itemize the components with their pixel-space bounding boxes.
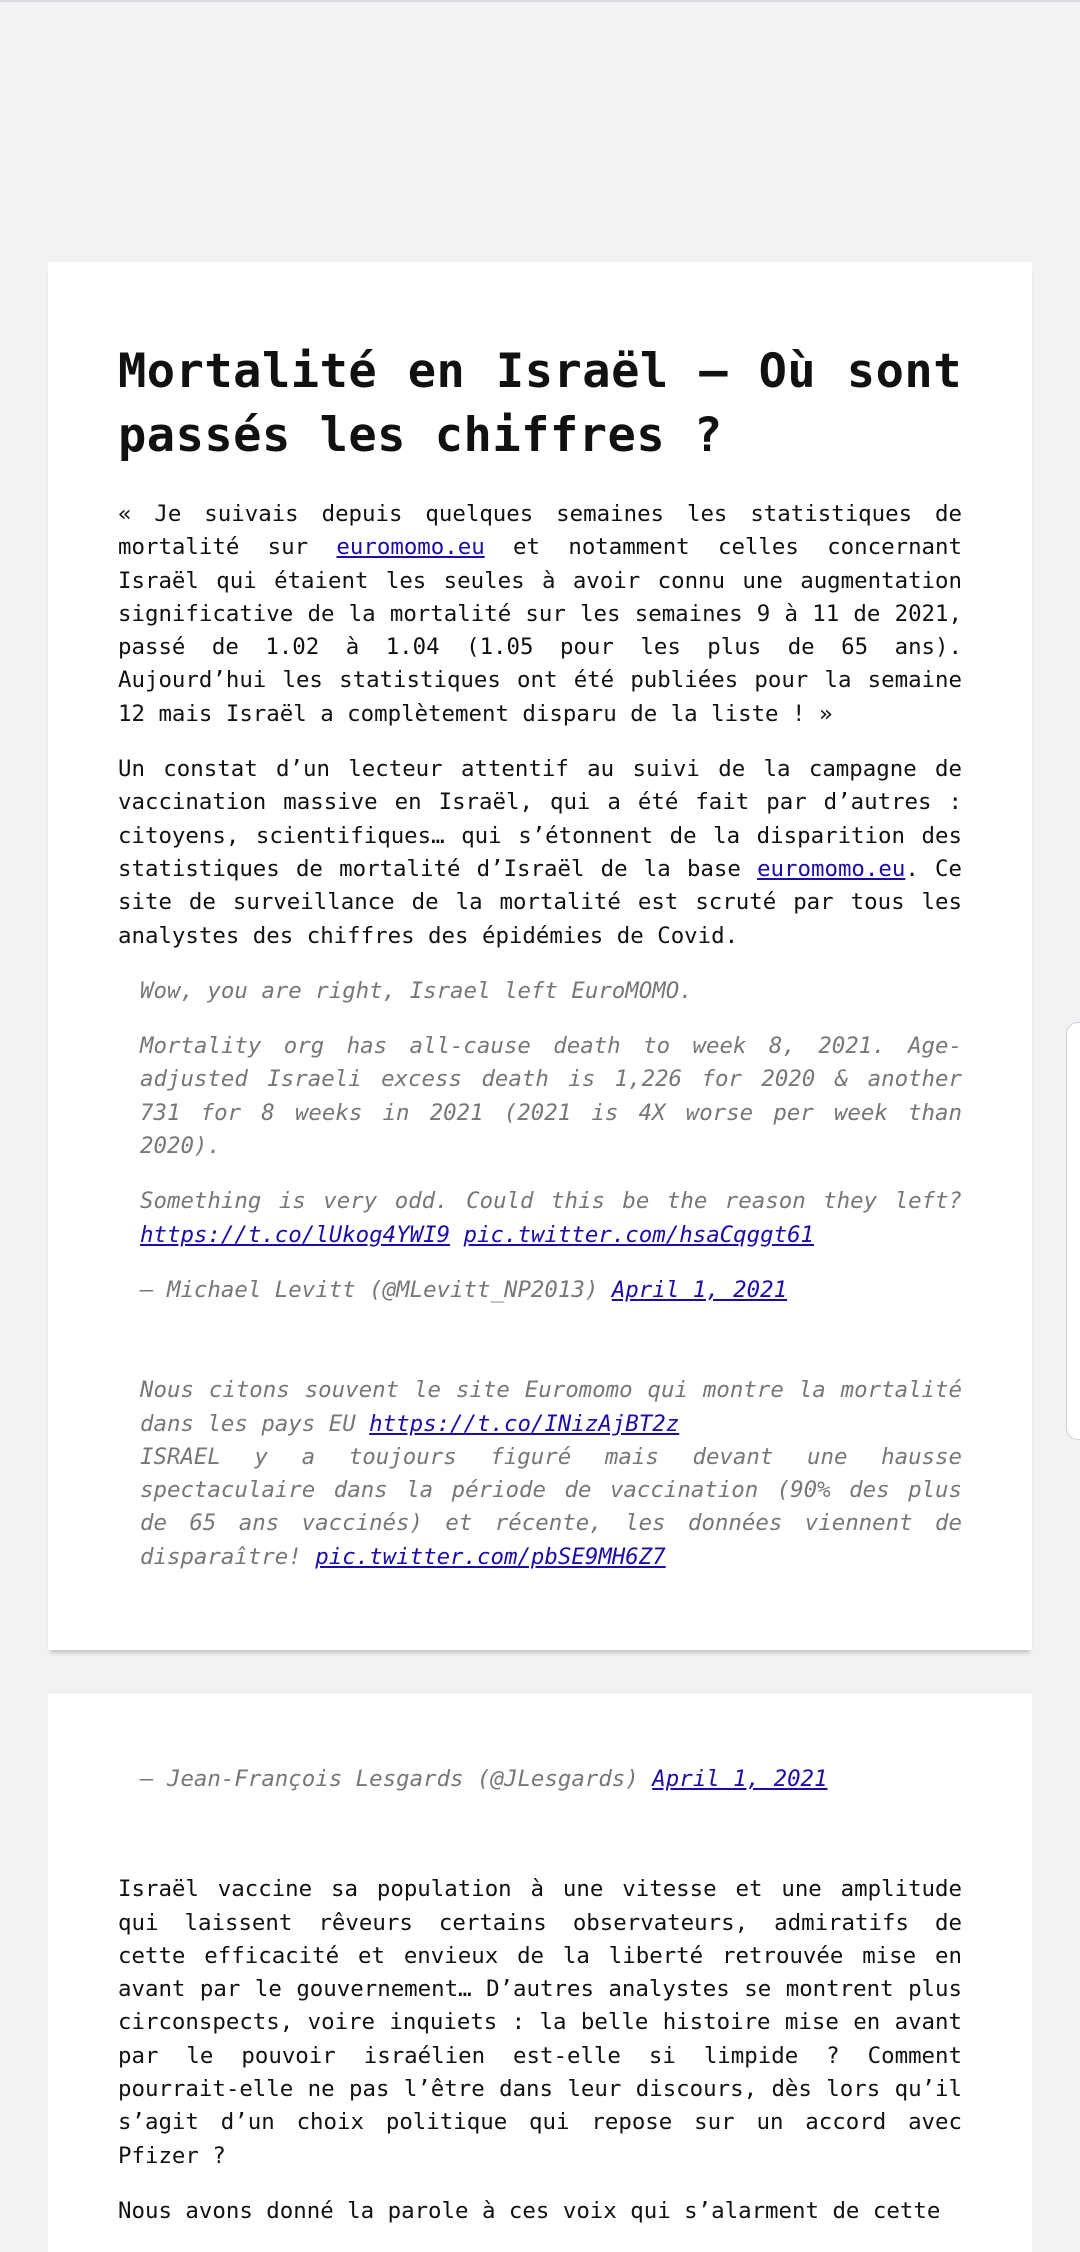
text: « Je suivais depuis quelques semaines les statistiques de mortalité sur [118,501,962,561]
euromomo-link[interactable]: euromomo.eu [757,855,906,882]
tweet-author [140,1274,962,1307]
embedded-tweet-lesgards [118,1374,962,1574]
tweet-line: Wow, you are right, Israel left EuroMOMO. [140,977,693,1004]
tweet-date-link[interactable]: April 1, 2021 [652,1766,828,1792]
paragraph-vaccination: Israël vaccine sa population à une vitesse et une amplitude qui laissent rêveurs certains observateurs, admiratifs de cette efficacité et envieux de la liberté retrouvée mise en avant par le gouvernement… D’autres analystes se montrent plus circonspects, voire inquiets : la belle histoire mise en avant par le pouvoir israélien est-elle si limpide ? Comment pourrait-elle ne pas l’être dans leur discours, dès lors qu’il s’agit d’un choix politique qui repose sur un accord avec Pfizer ? [118,1876,962,2169]
text: Something is very odd. Could this be the reason they left? [140,1188,962,1215]
tweet-pic-link[interactable]: pic.twitter.com/pbSE9MH6Z7 [315,1543,666,1570]
euromomo-link[interactable]: euromomo.eu [336,534,485,561]
article-card [48,262,1032,1650]
text: Un constat d’un lecteur attentif au suivi de la campagne de vaccination massive en Israël, qui a été fait par d’autres : citoyens, scientifiques… qui s’étonnent de la disparition des statistiques de mortalité d’Israël de la base [118,756,962,882]
tweet-tco-link[interactable]: https://t.co/INizAjBT2z [369,1410,680,1437]
tweet-date-link[interactable]: April 1, 2021 [611,1276,788,1303]
text: . Ce site de surveillance de la mortalité est scruté par tous les analystes des chiffres des épidémies de Covid. [118,855,962,949]
article-title: Mortalité en Israël – Où sont passés les chiffres ? [118,344,962,463]
top-divider [0,0,1080,2]
text: Nous citons souvent le site Euromomo qui montre la mortalité dans les pays EU [140,1377,962,1437]
paragraph-context [118,753,962,953]
text: — Jean-François Lesgards (@JLesgards) [140,1766,653,1792]
paragraph-voices: Nous avons donné la parole à ces voix qui s’alarment de cette [118,2197,941,2224]
tweet-tco-link[interactable]: https://t.co/lUkog4YWI9 [140,1221,451,1248]
tweet-line: Mortality org has all-cause death to week 8, 2021. Age-adjusted Israeli excess death is 1,226 for 2020 & another 731 for 8 weeks in 2021 (2021 is 4X worse per week than 2020). [140,1033,962,1160]
tweet-line [140,1374,962,1574]
side-scroll-handle[interactable] [1066,1022,1080,1440]
paragraph-intro [118,498,962,731]
tweet-author [140,1763,962,1796]
embedded-tweet-levitt [118,975,962,1307]
text: et notamment celles concernant Israël qui étaient les seules à avoir connu une augmentation significative de la mortalité sur les semaines 9 à 11 de 2021, passé de 1.02 à 1.04 (1.05 pour les plus de 65 ans). Aujourd’hui les statistiques ont été publiées pour la semaine 12 mais Israël a complètement disparu de la liste ! » [118,534,962,727]
article-card-continued [48,1692,1032,2252]
text: ISRAEL y a toujours figuré mais devant une hausse spectaculaire dans la période de vaccination (90% des plus de 65 ans vaccinés) et récente, les données viennent de disparaître! [140,1443,962,1570]
tweet-line [140,1185,962,1252]
text: — Michael Levitt (@MLevitt_NP2013) [140,1276,612,1303]
tweet-pic-link[interactable]: pic.twitter.com/hsaCqggt61 [463,1221,815,1248]
